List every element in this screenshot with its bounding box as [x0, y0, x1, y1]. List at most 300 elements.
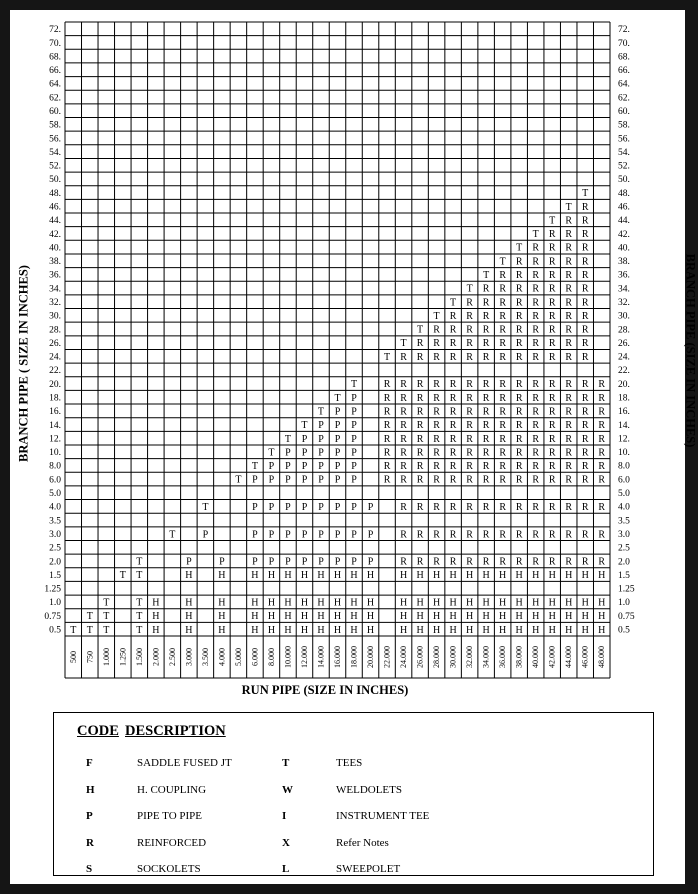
y-tick-label: 32. [49, 298, 61, 309]
x-tick-label: 20.000 [366, 646, 376, 668]
grid-cell-code: R [449, 501, 457, 513]
grid-cell-code: R [482, 461, 490, 473]
grid-cell-code: H [350, 624, 358, 636]
y-tick-label: 54. [49, 147, 61, 158]
grid-cell-code: R [532, 297, 540, 309]
grid-cell-code: R [581, 338, 589, 350]
grid-cell-code: T [516, 242, 523, 254]
y-tick-label: 16. [49, 407, 61, 418]
grid-cell-code: R [499, 420, 506, 432]
grid-cell-code: H [185, 624, 193, 636]
grid-cell-code: R [565, 556, 573, 568]
grid-cell-code: R [515, 474, 523, 486]
y-tick-label: 28. [49, 325, 61, 336]
grid-cell-code: R [449, 556, 457, 568]
grid-cell-code: R [449, 433, 457, 445]
grid-cell-code: H [152, 611, 160, 623]
y-tick-label: 66. [618, 66, 630, 77]
grid-cell-code: P [334, 420, 341, 432]
grid-cell-code: R [532, 529, 540, 541]
y-tick-label: 6.0 [49, 475, 61, 486]
grid-cell-code: P [252, 474, 258, 486]
grid-cell-code: R [598, 474, 606, 486]
grid-cell-code: R [532, 420, 540, 432]
grid-cell-code: R [416, 447, 424, 459]
grid-cell-code: H [300, 570, 309, 582]
grid-cell-code: R [532, 351, 540, 363]
y-tick-label: 1.25 [618, 584, 635, 595]
grid-cell-code: T [70, 624, 77, 636]
grid-cell-code: R [532, 501, 540, 513]
grid-cell-code: H [565, 624, 573, 636]
grid-cell-code: R [581, 447, 589, 459]
grid-cell-code: R [466, 447, 473, 459]
grid-cell-code: R [581, 324, 589, 336]
x-tick-label: 14.000 [316, 646, 326, 668]
grid-cell-code: H [432, 611, 441, 623]
grid-cell-code: R [482, 351, 490, 363]
grid-cell-code: R [581, 474, 589, 486]
grid-cell-code: R [565, 447, 573, 459]
grid-cell-code: R [433, 447, 440, 459]
y-axis-title-right: BRANCH PIPE (SIZE IN INCHES) [683, 253, 698, 448]
grid-cell-code: H [548, 624, 556, 636]
grid-cell-code: T [532, 229, 539, 241]
grid-cell-code: R [532, 461, 540, 473]
grid-cell-code: R [548, 461, 556, 473]
grid-cell-code: T [119, 570, 126, 582]
x-tick-label: 2.500 [167, 648, 177, 666]
grid-cell-code: P [351, 474, 357, 486]
grid-cell-code: T [417, 324, 424, 336]
grid-cell-code: R [532, 379, 540, 391]
legend-description: Refer Notes [336, 837, 389, 849]
grid-cell-code: R [383, 474, 391, 486]
grid-cell-code: H [284, 624, 292, 636]
grid-cell-code: H [300, 611, 309, 623]
grid-cell-code: R [598, 392, 606, 404]
x-tick-label: 500 [68, 651, 78, 663]
grid-cell-code: H [317, 624, 325, 636]
grid-cell-code: R [499, 324, 506, 336]
grid-cell-code: P [285, 474, 291, 486]
grid-cell-code: P [268, 501, 275, 513]
y-tick-label: 40. [49, 243, 61, 254]
grid-cell-code: R [598, 433, 606, 445]
branch-table-sheet [10, 10, 698, 884]
grid-cell-code: R [565, 392, 573, 404]
grid-cell-code: H [499, 597, 507, 609]
grid-cell-code: R [449, 406, 457, 418]
grid-cell-code: R [515, 256, 523, 268]
grid-cell-code: H [432, 624, 441, 636]
grid-cell-code: T [549, 215, 556, 227]
x-tick-label: 44.000 [564, 646, 574, 668]
grid-cell-code: T [202, 501, 209, 513]
grid-cell-code: P [219, 556, 225, 568]
grid-cell-code: P [268, 474, 275, 486]
grid-cell-code: R [449, 474, 457, 486]
grid-cell-code: H [416, 624, 424, 636]
grid-cell-code: R [433, 338, 440, 350]
grid-cell-code: H [300, 597, 309, 609]
grid-cell-code: P [301, 474, 308, 486]
grid-cell-code: R [383, 406, 391, 418]
grid-cell-code: H [399, 611, 408, 623]
grid-cell-code: R [433, 379, 440, 391]
grid-cell-code: T [350, 379, 358, 391]
grid-cell-code: R [581, 406, 589, 418]
grid-cell-code: T [433, 310, 440, 322]
grid-cell-code: R [482, 447, 490, 459]
grid-cell-code: H [565, 597, 573, 609]
grid-cell-code: T [301, 420, 308, 432]
grid-cell-code: P [301, 433, 308, 445]
y-tick-label: 64. [49, 79, 61, 90]
grid-cell-code: R [548, 474, 556, 486]
grid-cell-code: R [565, 270, 573, 282]
y-tick-label: 48. [49, 188, 61, 199]
legend-code: S [86, 863, 93, 875]
grid-cell-code: T [136, 624, 143, 636]
grid-cell-code: R [449, 461, 457, 473]
grid-cell-code: H [333, 597, 342, 609]
grid-cell-code: H [466, 570, 474, 582]
x-tick-label: 1.250 [118, 648, 128, 666]
grid-cell-code: R [433, 406, 440, 418]
x-tick-label: 750 [85, 651, 95, 663]
grid-cell-code: R [482, 420, 490, 432]
x-tick-label: 1.000 [101, 648, 111, 666]
grid-cell-code: H [581, 570, 589, 582]
grid-cell-code: R [548, 406, 556, 418]
grid-cell-code: R [548, 270, 556, 282]
grid-cell-code: H [416, 597, 424, 609]
grid-cell-code: P [351, 406, 357, 418]
grid-cell-code: R [499, 461, 506, 473]
grid-cell-code: R [532, 256, 540, 268]
grid-cell-code: H [499, 570, 507, 582]
grid-cell-code: P [301, 447, 308, 459]
grid-cell-code: R [515, 461, 523, 473]
legend-code: W [282, 784, 293, 796]
grid-cell-code: R [482, 529, 490, 541]
grid-cell-code: R [466, 297, 473, 309]
grid-cell-code: R [565, 283, 573, 295]
grid-cell-code: T [499, 256, 506, 268]
grid-cell-code: H [152, 597, 160, 609]
grid-cell-code: P [367, 529, 374, 541]
y-tick-label: 70. [49, 38, 61, 49]
y-tick-label: 30. [49, 311, 61, 322]
grid-cell-code: R [499, 529, 506, 541]
grid-cell-code: H [399, 570, 408, 582]
grid-cell-code: H [449, 624, 457, 636]
grid-cell-code: H [598, 624, 606, 636]
y-tick-label: 1.5 [618, 570, 630, 581]
grid-cell-code: R [548, 283, 556, 295]
grid-cell-code: R [548, 242, 556, 254]
grid-cell-code: R [416, 420, 424, 432]
grid-cell-code: R [466, 351, 473, 363]
grid-cell-code: R [433, 351, 440, 363]
y-tick-label: 1.5 [49, 570, 61, 581]
grid-cell-code: H [284, 570, 292, 582]
legend-code: F [86, 757, 93, 769]
grid-cell-code: R [515, 270, 523, 282]
grid-cell-code: R [383, 420, 391, 432]
y-tick-label: 40. [618, 243, 630, 254]
grid-cell-code: R [581, 501, 589, 513]
grid-cell-code: P [334, 501, 341, 513]
grid-cell-code: P [351, 447, 357, 459]
y-tick-label: 60. [49, 106, 61, 117]
y-tick-label: 36. [618, 270, 630, 281]
grid-cell-code: H [399, 624, 408, 636]
grid-cell-code: R [581, 420, 589, 432]
grid-cell-code: R [383, 392, 391, 404]
grid-cell-code: R [482, 324, 490, 336]
grid-cell-code: T [400, 338, 407, 350]
grid-cell-code: R [548, 420, 556, 432]
y-tick-label: 12. [49, 434, 61, 445]
grid-cell-code: R [548, 433, 556, 445]
legend-description: TEES [336, 757, 363, 769]
x-tick-label: 28.000 [432, 646, 442, 668]
grid-cell-code: P [301, 501, 308, 513]
grid-cell-code: H [218, 570, 226, 582]
grid-cell-code: H [218, 611, 226, 623]
y-tick-label: 52. [618, 161, 630, 172]
y-tick-label: 52. [49, 161, 61, 172]
grid-cell-code: R [565, 420, 573, 432]
grid-cell-code: R [416, 433, 424, 445]
grid-cell-code: R [515, 406, 523, 418]
y-tick-label: 50. [49, 175, 61, 186]
grid-cell-code: H [482, 570, 490, 582]
grid-cell-code: T [317, 406, 325, 418]
y-tick-label: 2.0 [618, 557, 630, 568]
grid-cell-code: H [333, 611, 342, 623]
grid-cell-code: P [285, 461, 291, 473]
grid-cell-code: R [499, 297, 506, 309]
grid-cell-code: R [598, 501, 606, 513]
y-tick-label: 72. [49, 25, 61, 36]
y-tick-label: 34. [618, 284, 630, 295]
x-tick-label: 2.000 [151, 648, 161, 666]
grid-cell-code: R [532, 433, 540, 445]
grid-cell-code: R [433, 433, 440, 445]
grid-cell-code: H [449, 570, 457, 582]
y-tick-label: 46. [618, 202, 630, 213]
grid-cell-code: H [532, 611, 540, 623]
y-tick-label: 1.0 [49, 598, 61, 609]
grid-cell-code: R [499, 406, 506, 418]
y-tick-label: 8.0 [618, 461, 630, 472]
grid-cell-code: H [532, 597, 540, 609]
y-tick-label: 10. [49, 448, 61, 459]
legend-code-header: CODE [77, 723, 119, 739]
grid-cell-code: T [268, 447, 275, 459]
grid-cell-code: R [416, 406, 424, 418]
grid-cell-code: R [449, 324, 457, 336]
grid-cell-code: H [218, 624, 226, 636]
grid-cell-code: T [103, 597, 110, 609]
grid-cell-code: P [351, 461, 357, 473]
grid-cell-code: R [482, 406, 490, 418]
grid-cell-code: R [416, 379, 424, 391]
grid-cell-code: P [334, 556, 341, 568]
grid-cell-code: R [532, 338, 540, 350]
grid-cell-code: R [433, 501, 440, 513]
grid-cell-code: R [565, 529, 573, 541]
grid-cell-code: H [466, 611, 474, 623]
grid-cell-code: H [515, 624, 523, 636]
grid-cell-code: H [581, 597, 589, 609]
grid-cell-code: T [466, 283, 473, 295]
grid-cell-code: R [515, 392, 523, 404]
x-tick-label: 32.000 [465, 646, 475, 668]
grid-cell-code: R [515, 338, 523, 350]
grid-cell-code: R [581, 283, 589, 295]
grid-cell-code: T [136, 556, 143, 568]
grid-cell-code: R [581, 392, 589, 404]
grid-cell-code: R [482, 310, 490, 322]
x-tick-label: 16.000 [333, 646, 342, 668]
legend-code: X [282, 837, 290, 849]
y-tick-label: 20. [618, 379, 630, 390]
grid-cell-code: R [548, 310, 556, 322]
grid-cell-code: R [449, 310, 457, 322]
grid-cell-code: H [185, 597, 193, 609]
y-tick-label: 3.5 [618, 516, 630, 527]
grid-cell-code: P [334, 433, 341, 445]
x-tick-label: 5.000 [233, 648, 243, 666]
y-tick-label: 2.5 [618, 543, 630, 554]
grid-cell-code: H [267, 611, 276, 623]
grid-cell-code: H [499, 611, 507, 623]
grid-cell-code: R [532, 556, 540, 568]
grid-cell-code: H [598, 597, 606, 609]
y-tick-label: 36. [49, 270, 61, 281]
grid-cell-code: R [581, 215, 589, 227]
grid-cell-code: R [416, 338, 424, 350]
legend-description: H. COUPLING [137, 784, 207, 796]
y-tick-label: 3.0 [49, 529, 61, 540]
legend-description-header: DESCRIPTION [125, 723, 226, 739]
y-tick-label: 44. [618, 216, 630, 227]
grid-cell-code: H [499, 624, 507, 636]
grid-cell-code: R [581, 229, 589, 241]
grid-cell-code: R [466, 406, 473, 418]
grid-cell-code: R [565, 338, 573, 350]
grid-cell-code: R [515, 447, 523, 459]
grid-cell-code: R [581, 351, 589, 363]
grid-cell-code: P [301, 461, 308, 473]
grid-cell-code: H [366, 624, 375, 636]
grid-cell-code: T [136, 611, 143, 623]
y-tick-label: 14. [618, 420, 630, 431]
grid-cell-code: H [432, 597, 441, 609]
grid-cell-code: R [499, 379, 506, 391]
grid-cell-code: R [482, 474, 490, 486]
grid-cell-code: R [565, 474, 573, 486]
grid-cell-code: R [581, 461, 589, 473]
grid-cell-code: R [548, 447, 556, 459]
grid-cell-code: R [581, 270, 589, 282]
grid-cell-code: P [351, 556, 357, 568]
y-tick-label: 12. [618, 434, 630, 445]
grid-cell-code: P [351, 420, 357, 432]
y-tick-label: 6.0 [618, 475, 630, 486]
grid-cell-code: T [136, 597, 143, 609]
grid-cell-code: R [499, 310, 506, 322]
grid-cell-code: P [318, 461, 324, 473]
grid-cell-code: T [483, 270, 490, 282]
grid-cell-code: H [284, 611, 292, 623]
grid-cell-code: T [86, 611, 93, 623]
grid-cell-code: P [318, 501, 324, 513]
grid-cell-code: R [548, 351, 556, 363]
grid-cell-code: H [366, 611, 375, 623]
y-tick-label: 62. [49, 93, 61, 104]
grid-cell-code: H [152, 624, 160, 636]
grid-cell-code: R [499, 392, 506, 404]
grid-cell-code: H [366, 570, 375, 582]
grid-cell-code: R [565, 297, 573, 309]
x-tick-label: 10.000 [283, 646, 293, 668]
grid-cell-code: P [252, 556, 258, 568]
grid-cell-code: P [252, 501, 258, 513]
grid-cell-code: T [235, 474, 242, 486]
grid-cell-code: R [433, 529, 440, 541]
grid-cell-code: R [499, 338, 506, 350]
legend-code: L [282, 863, 290, 875]
grid-cell-code: P [367, 556, 374, 568]
y-tick-label: 0.5 [49, 625, 61, 636]
grid-cell-code: R [449, 420, 457, 432]
grid-cell-code: P [202, 529, 209, 541]
grid-cell-code: H [218, 597, 226, 609]
grid-cell-code: R [466, 338, 473, 350]
grid-cell-code: R [532, 447, 540, 459]
grid-cell-code: H [532, 624, 540, 636]
grid-cell-code: H [251, 597, 259, 609]
grid-cell-code: R [581, 242, 589, 254]
y-tick-label: 30. [618, 311, 630, 322]
grid-cell-code: P [334, 529, 341, 541]
grid-cell-code: R [400, 474, 407, 486]
grid-cell-code: H [598, 570, 606, 582]
grid-cell-code: R [548, 256, 556, 268]
x-tick-label: 6.000 [250, 648, 260, 666]
legend-description: SADDLE FUSED JT [137, 757, 232, 769]
grid-cell-code: R [449, 447, 457, 459]
grid-cell-code: H [581, 611, 589, 623]
grid-cell-code: R [482, 392, 490, 404]
y-tick-label: 60. [618, 106, 630, 117]
grid-cell-code: R [400, 351, 407, 363]
x-tick-label: 18.000 [349, 646, 359, 668]
grid-cell-code: R [383, 461, 391, 473]
grid-cell-code: R [548, 529, 556, 541]
grid-cell-code: T [334, 392, 341, 404]
grid-cell-code: T [284, 433, 292, 445]
grid-cell-code: P [351, 433, 357, 445]
grid-cell-code: R [383, 433, 391, 445]
grid-cell-code: R [598, 529, 606, 541]
grid-cell-code: H [515, 611, 523, 623]
